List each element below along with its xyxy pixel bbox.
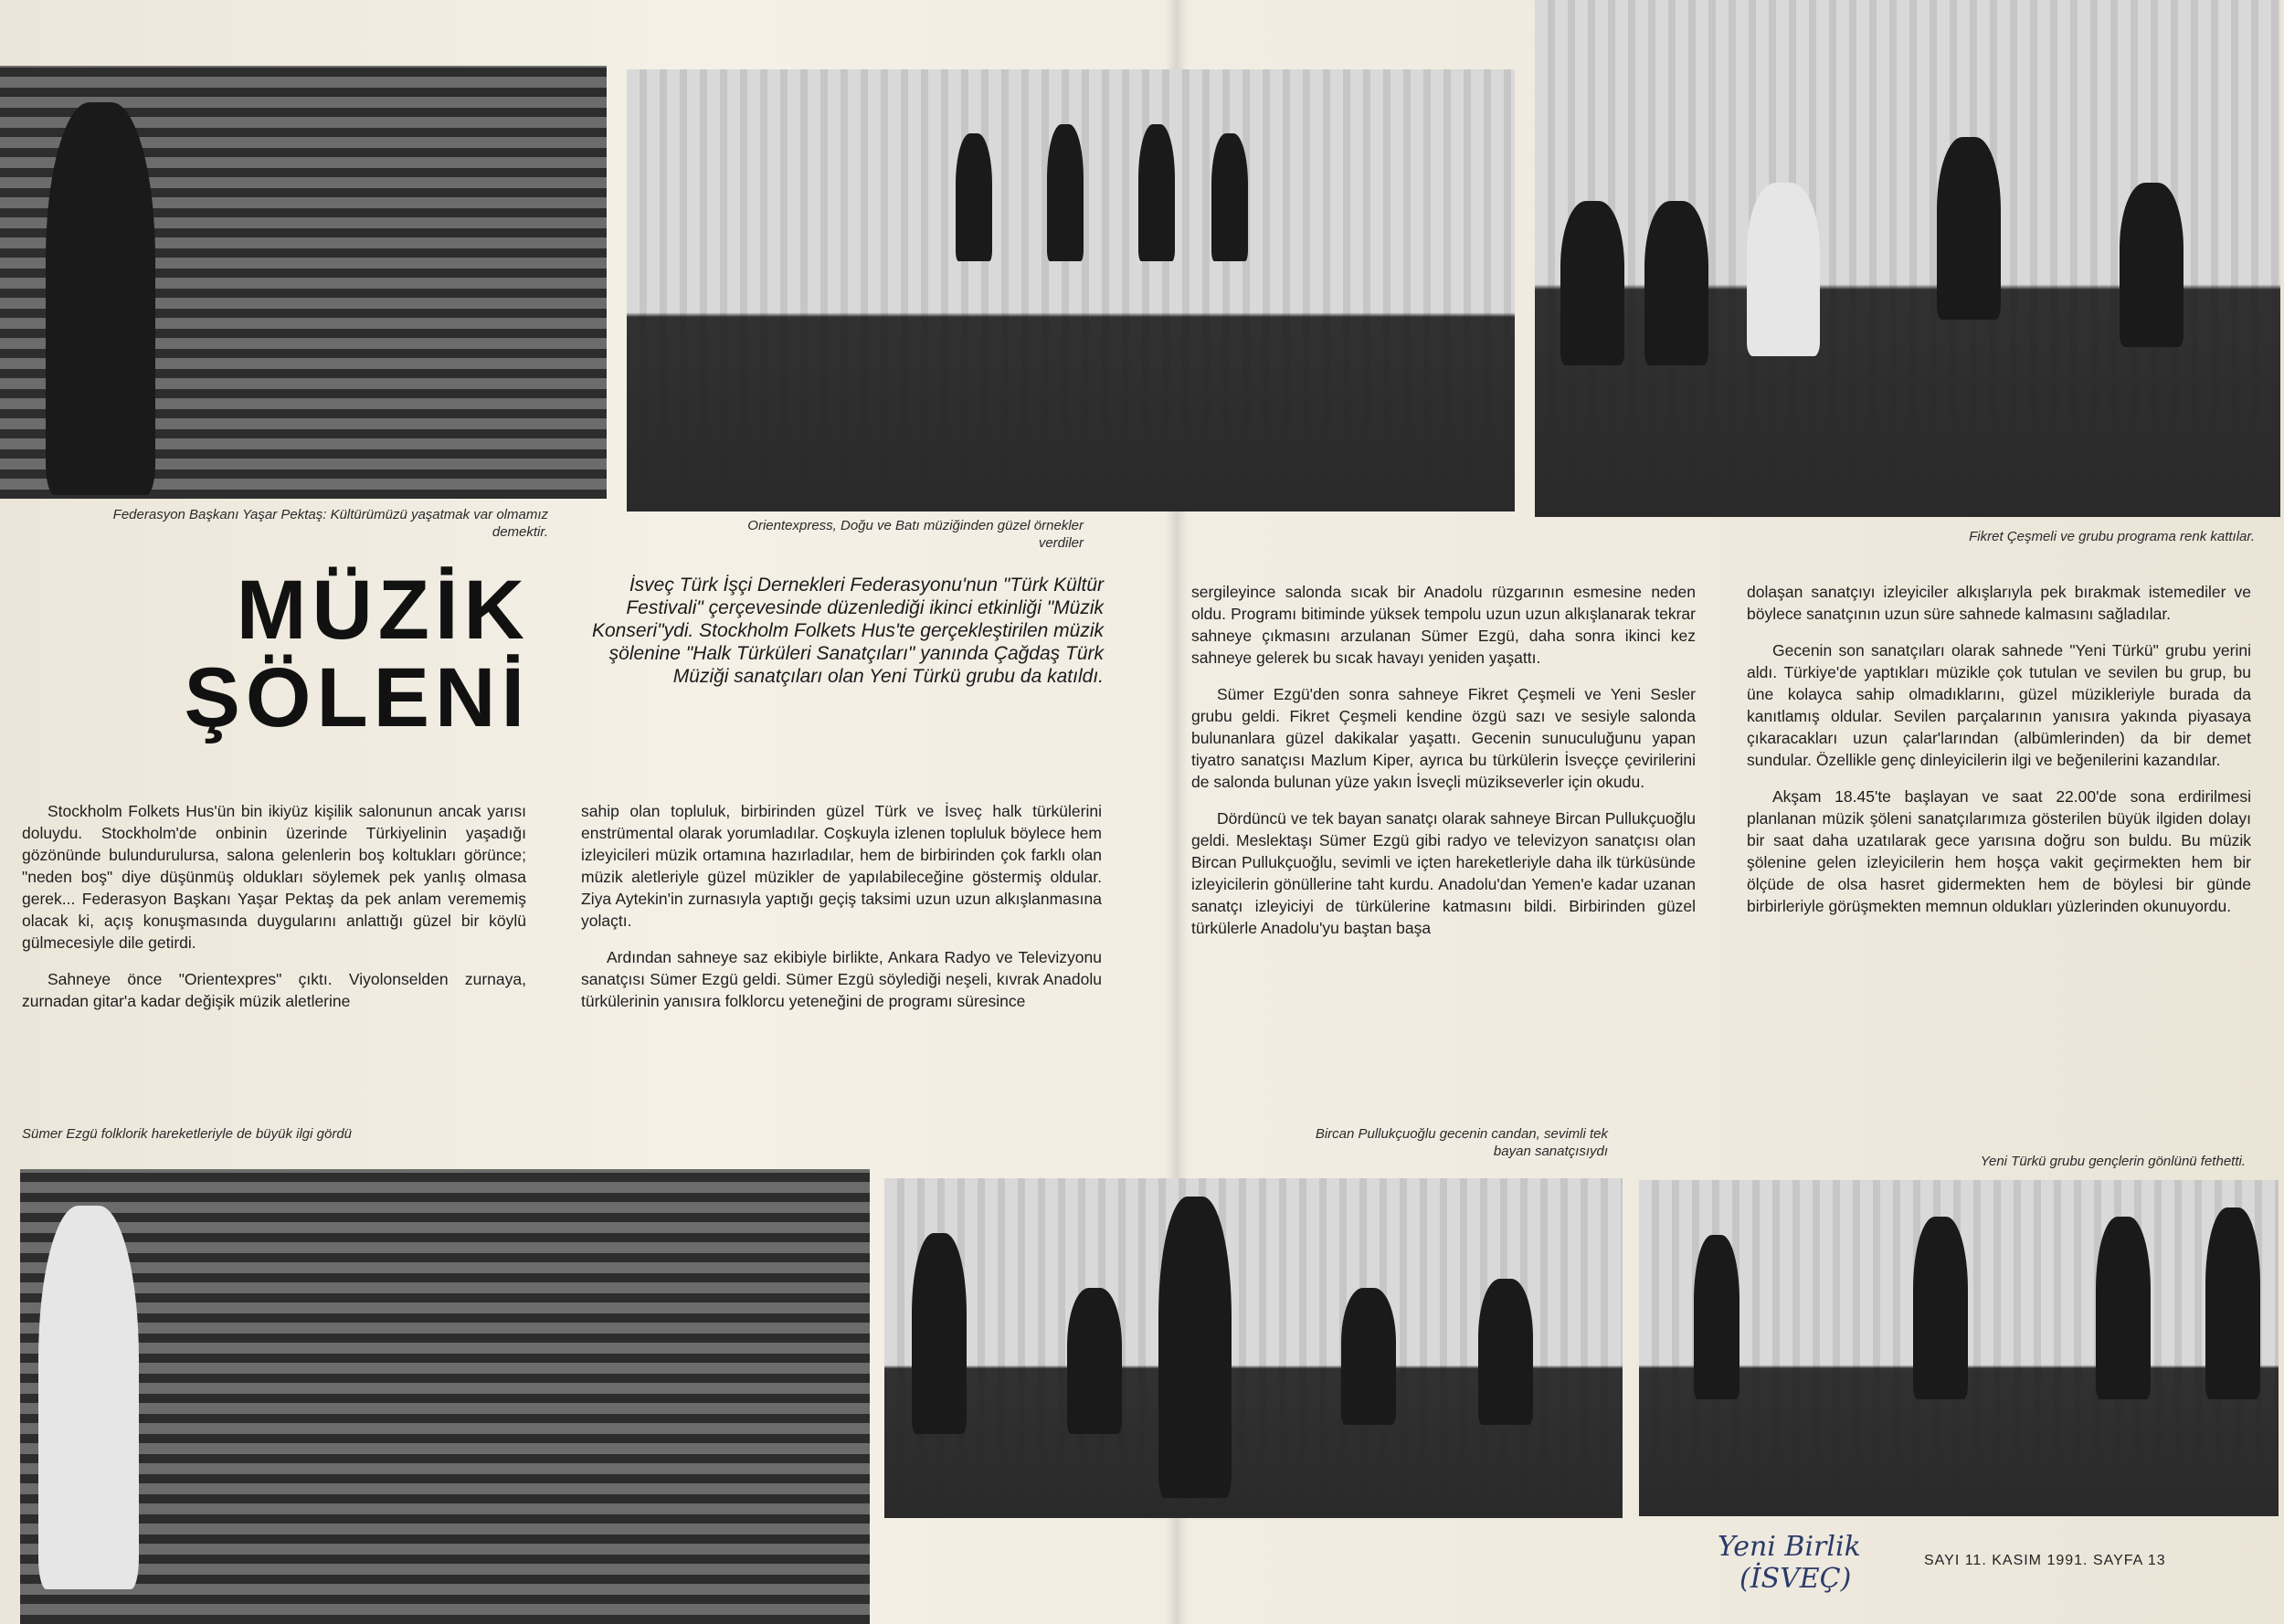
caption-photo-3: Fikret Çeşmeli ve grubu programa renk kattılar. <box>1969 529 2255 544</box>
paragraph: Sahneye önce "Orientexpres" çıktı. Viyolonselden zurnaya, zurnadan gitar'a kadar değişik müzik aletlerine <box>22 970 526 1010</box>
headline <box>119 566 530 742</box>
musician-figure <box>2120 183 2184 347</box>
handwritten-line-2: (İSVEÇ) <box>1739 1563 1852 1595</box>
musician-figure <box>2096 1217 2151 1399</box>
photo-orientexpress <box>627 69 1515 511</box>
speaker-figure <box>46 102 155 495</box>
paragraph: Ardından sahneye saz ekibiyle birlikte, Ankara Radyo ve Televizyonu sanatçısı Sümer Ezgü geldi. Sümer Ezgü söylediği neşeli, kıvrak Anadolu türkülerinin yanısıra folklorcu yeteneğini de programı süresince <box>581 948 1102 1010</box>
musician-figure <box>1138 124 1175 261</box>
paragraph: sahip olan topluluk, birbirinden güzel Türk ve İsveç halk türkülerini enstrümental olarak yorumladılar. Coşkuyla izlenen topluluk böylece hem izleyicileri müzik ortamına hazırladılar, hem de birbirinden çok farklı olan müzik aletleriyle güzel müzikler de yapılabileceğine göstermiş oldular. Ziya Aytekin'in zurnasıyla yaptığı geçiş taksimi uzun uzun alkışlanmasına yolaçtı. <box>581 802 1102 930</box>
caption-photo-6: Yeni Türkü grubu gençlerin gönlünü fethetti. <box>1980 1154 2246 1169</box>
musician-figure <box>1067 1288 1122 1434</box>
singer-figure <box>38 1206 139 1589</box>
musician-figure <box>1211 133 1248 261</box>
musician-figure <box>1341 1288 1396 1425</box>
singer-figure <box>1158 1197 1232 1498</box>
handwritten-line-1: Yeni Birlik <box>1718 1531 1861 1563</box>
musician-figure <box>1747 183 1820 356</box>
column-1 <box>22 800 526 1027</box>
headline-line-1: MÜZİK <box>236 564 530 657</box>
paragraph: Gecenin son sanatçıları olarak sahnede "Yeni Türkü" grubu yerini aldı. Türkiye'de yaptıkları müzikle çok tutulan ve sevilen bu grup, bu üne kolayca sahip olmadıklarını, güzel müzikleriyle burada da kanıtlamış oldular. Sevilen parçalarının yanısıra yakında piyasaya çıkaracakları uzun çalar'larından (albümlerinden) da bir demet sundular. Özellikle genç dinleyicilerin ilgi ve beğenilerini kazandılar. <box>1747 641 2251 769</box>
photo-fikret-cesmeli <box>1535 0 2280 517</box>
column-2 <box>581 800 1102 1027</box>
caption-photo-2: Orientexpress, Doğu ve Batı müziğinden güzel örnekler verdiler <box>747 518 1084 551</box>
paragraph: Stockholm Folkets Hus'ün bin ikiyüz kişilik salonunun ancak yarısı doluydu. Stockholm'de onbinin üzerinde Türkiyelinin yaşadığı gözönünde bulundurulursa, salona gelenlerin boş koltukları görünce; "neden boş" diye düşünmüş oldukları söylemek pek yanlış olmasa gerek... Federasyon Başkanı Yaşar Pektaş da pek anlam verememiş olacak ki, açış konuşmasında duygularını anlattığı güzel bir köylü gülmecesiyle dile getirdi. <box>22 802 526 952</box>
photo-bircan-pullukcuoglu <box>884 1178 1623 1518</box>
handwritten-note <box>1718 1531 1928 1622</box>
issue-footer: SAYI 11. KASIM 1991. SAYFA 13 <box>1924 1553 2166 1568</box>
musician-figure <box>1937 137 2001 320</box>
musician-figure <box>1560 201 1624 365</box>
musician-figure <box>1047 124 1084 261</box>
paragraph: sergileyince salonda sıcak bir Anadolu rüzgarının esmesine neden oldu. Programı bitiminde yüksek tempolu uzun uzun alkışlanarak tekrar sahneye çıkmasını arzulanan Sümer Ezgü, daha sonra ikinci kez sahneye gelerek bu sıcak havayı yeniden yaşattı. <box>1191 583 1696 667</box>
caption-photo-4: Sümer Ezgü folklorik hareketleriyle de büyük ilgi gördü <box>22 1126 353 1142</box>
headline-line-2: ŞÖLENİ <box>184 651 530 744</box>
musician-figure <box>1644 201 1708 365</box>
photo-yeni-turku <box>1639 1180 2279 1516</box>
column-3 <box>1191 581 1696 954</box>
column-4 <box>1747 581 2251 932</box>
musician-figure <box>1913 1217 1968 1399</box>
musician-figure <box>956 133 992 261</box>
caption-photo-5: Bircan Pullukçuoğlu gecenin candan, sevimli tek bayan sanatçısıydı <box>1315 1126 1608 1159</box>
lead-paragraph: İsveç Türk İşçi Dernekleri Federasyonu'nun "Türk Kültür Festivali" çerçevesinde düzenlediği ikinci etkinliği "Müzik Konseri"ydi. Stockholm Folkets Hus'te gerçekleştirilen müzik şölenine "Halk Türküleri Sanatçıları" yanında Çağdaş Türk Müziği sanatçıları olan Yeni Türkü grubu da katıldı. <box>592 575 1104 687</box>
caption-photo-1: Federasyon Başkanı Yaşar Pektaş: Kültürümüzü yaşatmak var olmamız demektir. <box>112 507 548 540</box>
paragraph: Akşam 18.45'te başlayan ve saat 22.00'de sona erdirilmesi planlanan müzik şöleni sanatçılarımıza gösterilen büyük ilgiden dolayı bir saat daha uzatılarak gece yarısına doğru son buldu. Bu müzik şölenine gelen izleyicilerin hem hoşça vakit geçirmekten hem bir ölçüde de olsa hasret gidermekten hem de böylesi bir günde birbirleriyle görüşmekten memnun oldukları yüzlerinden okunuyordu. <box>1747 787 2251 915</box>
paragraph: Dördüncü ve tek bayan sanatçı olarak sahneye Bircan Pullukçuoğlu geldi. Meslektaşı Sümer Ezgü gibi radyo ve televizyon sanatçısı olan Bircan Pullukçuoğlu, sevimli ve içten hareketleriyle daha ilk türküsünde izleyicilerin gönüllerine taht kurdu. Anadolu'dan Yemen'e kadar uzanan sanatçı izleyiciyi de türkülerine katmasını bildi. Birbirinden güzel türkülerle Anadolu'yu baştan başa <box>1191 809 1696 937</box>
photo-speaker <box>0 66 607 499</box>
musician-figure <box>1694 1235 1739 1399</box>
musician-figure <box>1478 1279 1533 1425</box>
paragraph: dolaşan sanatçıyı izleyiciler alkışlarıyla pek bırakmak istemediler ve böylece sanatçının uzun süre sahnede kalmasını sağladılar. <box>1747 583 2251 623</box>
photo-sumer-ezgu <box>20 1169 870 1624</box>
paragraph: Sümer Ezgü'den sonra sahneye Fikret Çeşmeli ve Yeni Sesler grubu geldi. Fikret Çeşmeli kendine özgü sazı ve sesiyle salonda bulunanlara güzel dakikalar yaşattı. Gecenin sunuculuğunu yapan tiyatro sanatçısı Mazlum Kiper, ayrıca bu türkülerin İsveççe çevirilerini de salonda bulunan yüze yakın İsveçli müzikseverler için okudu. <box>1191 685 1696 791</box>
musician-figure <box>2205 1207 2260 1399</box>
musician-figure <box>912 1233 967 1434</box>
